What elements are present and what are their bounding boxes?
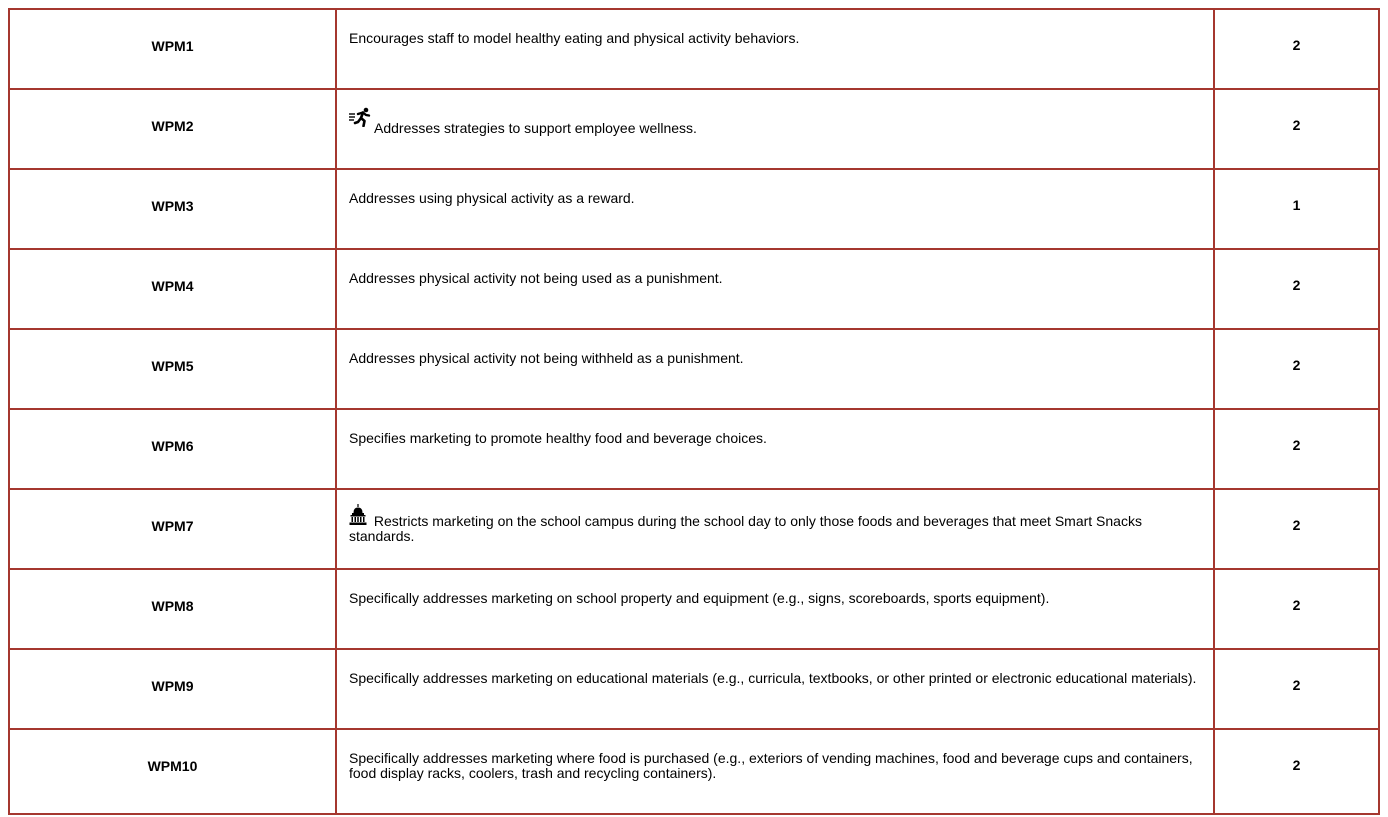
item-description: Addresses physical activity not being used as a punishment. xyxy=(336,249,1214,329)
table-row xyxy=(9,569,1379,649)
item-description: Specifically addresses marketing on educational materials (e.g., curricula, textbooks, or other printed or electronic educational materials). xyxy=(336,649,1214,729)
item-description: Specifies marketing to promote healthy food and beverage choices. xyxy=(336,409,1214,489)
running-person-icon xyxy=(349,107,371,127)
item-description: Addresses using physical activity as a reward. xyxy=(336,169,1214,249)
item-score: 2 xyxy=(1214,89,1379,169)
item-description: Encourages staff to model healthy eating and physical activity behaviors. xyxy=(336,9,1214,89)
item-score: 2 xyxy=(1214,9,1379,89)
capitol-building-icon xyxy=(349,504,367,526)
table-row xyxy=(9,409,1379,489)
item-code: WPM9 xyxy=(9,649,336,729)
item-score: 2 xyxy=(1214,729,1379,814)
item-description-cell xyxy=(336,89,1214,169)
item-score: 2 xyxy=(1214,569,1379,649)
item-code: WPM6 xyxy=(9,409,336,489)
item-description: Restricts marketing on the school campus during the school day to only those foods and beverages that meet Smart Snacks standards. xyxy=(349,513,1142,544)
table-row xyxy=(9,649,1379,729)
item-description: Addresses strategies to support employee wellness. xyxy=(374,120,697,136)
item-description: Specifically addresses marketing on school property and equipment (e.g., signs, scoreboards, sports equipment). xyxy=(336,569,1214,649)
item-score: 2 xyxy=(1214,649,1379,729)
table-row xyxy=(9,249,1379,329)
table-row xyxy=(9,329,1379,409)
item-code: WPM8 xyxy=(9,569,336,649)
item-code: WPM10 xyxy=(9,729,336,814)
table-row xyxy=(9,169,1379,249)
item-description: Specifically addresses marketing where food is purchased (e.g., exteriors of vending machines, food and beverage cups and containers, food display racks, coolers, trash and recycling containers). xyxy=(336,729,1214,814)
item-score: 2 xyxy=(1214,329,1379,409)
item-score: 2 xyxy=(1214,249,1379,329)
table-row xyxy=(9,89,1379,169)
item-description: Addresses physical activity not being withheld as a punishment. xyxy=(336,329,1214,409)
item-description-cell xyxy=(336,489,1214,569)
policy-table xyxy=(8,8,1380,815)
item-code: WPM3 xyxy=(9,169,336,249)
table-row xyxy=(9,489,1379,569)
item-code: WPM5 xyxy=(9,329,336,409)
item-code: WPM4 xyxy=(9,249,336,329)
table-row xyxy=(9,9,1379,89)
item-score: 2 xyxy=(1214,489,1379,569)
table-row xyxy=(9,729,1379,814)
item-code: WPM7 xyxy=(9,489,336,569)
item-code: WPM1 xyxy=(9,9,336,89)
item-score: 1 xyxy=(1214,169,1379,249)
item-score: 2 xyxy=(1214,409,1379,489)
item-code: WPM2 xyxy=(9,89,336,169)
